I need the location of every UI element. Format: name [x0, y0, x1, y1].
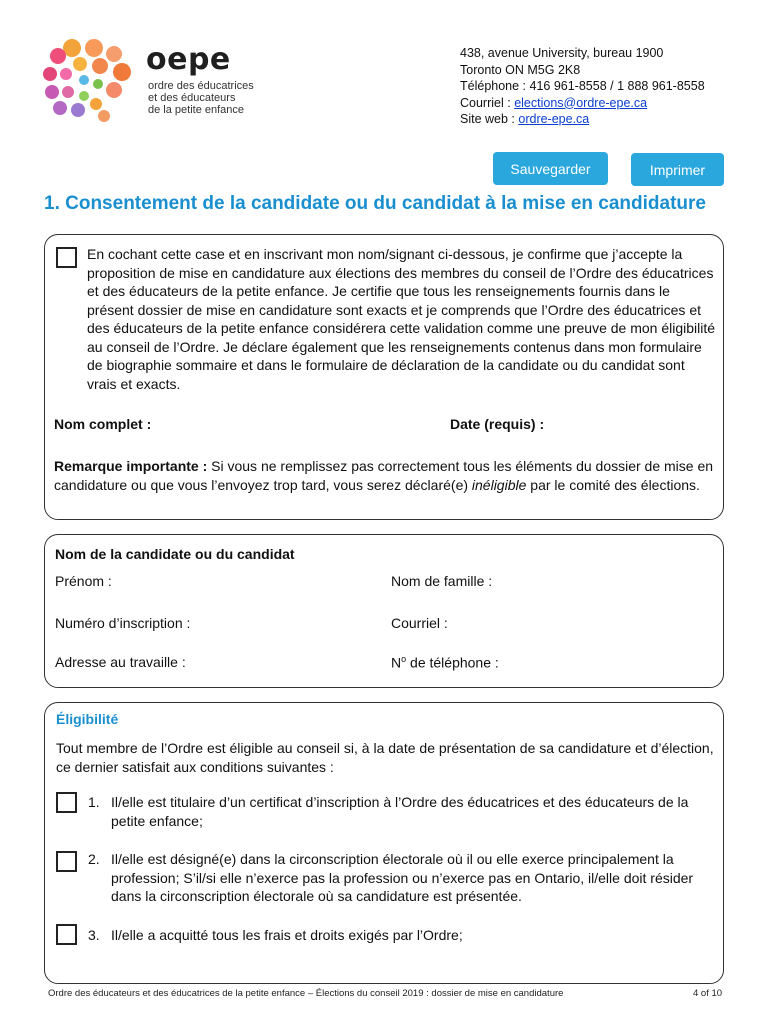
list-item: Il/elle est désigné(e) dans la circonscription électorale où il ou elle exerce principalement la profession; S’il/si elle n’exerce pas la profession ou n’exerce pas en Ontario, il/elle doit résider dans la circonscription électorale où sa candidature est présentée. [111, 851, 694, 904]
list-item-number: 2. [88, 851, 100, 867]
logo-wordmark: oepe [146, 42, 231, 77]
eligibility-intro: Tout membre de l’Ordre est éligible au conseil si, à la date de présentation de sa candidature et d’élection, ce dernier satisfait aux conditions suivantes : [56, 740, 714, 775]
address-line-1: 438, avenue University, bureau 1900 [460, 46, 664, 60]
section-title: 1. Consentement de la candidate ou du candidat à la mise en candidature [44, 193, 706, 214]
work-address-label: Adresse au travaille : [55, 654, 186, 670]
list-item: Il/elle a acquitté tous les frais et droits exigés par l’Ordre; [111, 927, 463, 943]
phone-line: Téléphone : 416 961-8558 / 1 888 961-8558 [460, 79, 705, 93]
save-button[interactable]: Sauvegarder [493, 152, 608, 185]
important-note: Remarque importante : Si vous ne remplissez pas correctement tous les éléments du dossier de mise en candidature ou que vous l’envoyez trop tard, vous serez déclaré(e) inéligible par le comité des élections. [54, 458, 714, 493]
first-name-label: Prénom : [55, 573, 112, 589]
eligibility-title: Éligibilité [56, 711, 119, 727]
consent-declaration: En cochant cette case et en inscrivant mon nom/signant ci-dessous, je confirme que j’accepte la proposition de mise en candidature aux élections des membres du conseil de l’Ordre des éducatrices et des éducateurs de la petite enfance. Je certifie que tous les renseignements fournis dans le présent dossier de mise en candidature sont exacts et je comprends que l’Ordre des éducatrices et des éducateurs de la petite enfance considérera cette validation comme une preuve de mon éligibilité au conseil de l’Ordre. Je déclare également que les renseignements contenus dans mon formulaire de biographie sommaire et dans le formulaire de déclaration de la candidate ou du candidat sont vrais et exacts. [87, 246, 716, 392]
footer-text: Ordre des éducateurs et des éducatrices de la petite enfance – Élections du conseil 2019 : dossier de mise en candidature [48, 988, 564, 999]
contact-info [460, 45, 705, 128]
candidate-section-title: Nom de la candidate ou du candidat [55, 546, 295, 562]
last-name-label: Nom de famille : [391, 573, 493, 589]
eligibility-checkbox-1[interactable] [56, 792, 77, 813]
email-label: Courriel : [391, 615, 448, 631]
website-link[interactable]: ordre-epe.ca [518, 112, 590, 126]
logo [38, 34, 278, 124]
logo-subtitle: ordre des éducatrices et des éducateurs de la petite enfance [148, 80, 254, 116]
email-line: Courriel : elections@ordre-epe.ca [460, 95, 648, 110]
list-item-number: 1. [88, 794, 100, 810]
address-line-2: Toronto ON M5G 2K8 [460, 62, 581, 77]
list-item-number: 3. [88, 927, 100, 943]
web-line: Site web : ordre-epe.ca [460, 112, 590, 126]
print-button[interactable]: Imprimer [631, 153, 724, 186]
phone-number-label: $N^o$ de téléphone : [391, 654, 499, 671]
list-item: Il/elle est titulaire d’un certificat d’inscription à l’Ordre des éducatrices et des éducateurs de la petite enfance; [111, 794, 689, 829]
consent-checkbox[interactable] [56, 247, 77, 268]
eligibility-checkbox-2[interactable] [56, 851, 77, 872]
email-link[interactable]: elections@ordre-epe.ca [514, 95, 648, 110]
logo-dots-icon [38, 34, 143, 124]
full-name-label: Nom complet : [54, 416, 152, 432]
page-number: 4 of 10 [693, 988, 723, 999]
eligibility-checkbox-3[interactable] [56, 924, 77, 945]
date-label: Date (requis) : [450, 416, 545, 432]
registration-number-label: Numéro d’inscription : [55, 615, 191, 631]
